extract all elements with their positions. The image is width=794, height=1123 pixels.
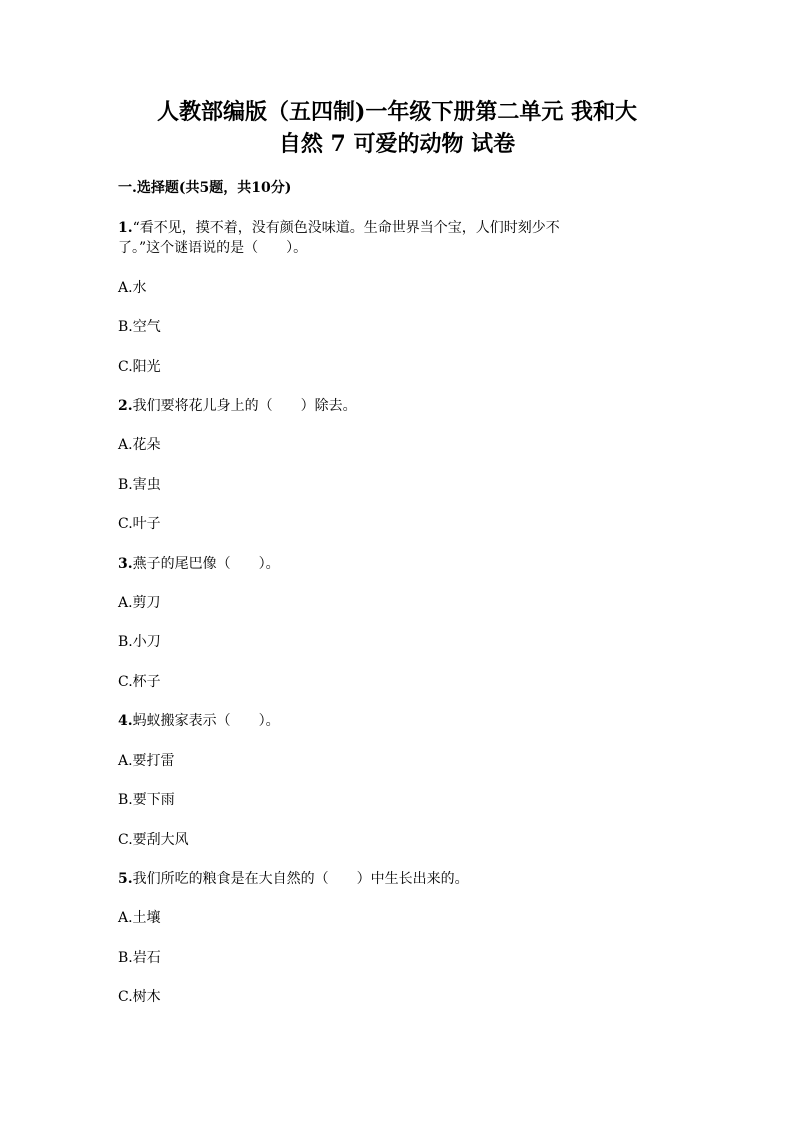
question-1-line-2: 了。”这个谜语说的是（ ）。 — [118, 240, 308, 256]
question-2-option-b: B.害虫 — [118, 477, 161, 493]
question-5-stem: 我们所吃的粮食是在大自然的（ ）中生长出来的。 — [132, 871, 469, 887]
question-4-option-a: A.要打雷 — [118, 753, 175, 769]
question-2-text — [118, 396, 678, 416]
question-1-option-a: A.水 — [118, 280, 147, 296]
question-4-option-c: C.要刮大风 — [118, 832, 189, 848]
section-heading: 一.选择题(共5题，共10分) — [118, 180, 292, 196]
question-4-number: 4. — [118, 713, 133, 729]
question-3-number: 3. — [118, 556, 133, 572]
question-3-option-b: B.小刀 — [118, 634, 161, 650]
question-2-stem: 我们要将花儿身上的（ ）除去。 — [132, 398, 357, 414]
question-5-text — [118, 869, 678, 889]
question-5-option-c: C.树木 — [118, 989, 161, 1005]
document-title-line-2: 自然 7 可爱的动物 试卷 — [278, 131, 516, 157]
question-3-text — [118, 554, 678, 574]
question-1-text — [118, 218, 678, 258]
question-2-option-c: C.叶子 — [118, 516, 161, 532]
question-3-stem: 燕子的尾巴像（ ）。 — [132, 556, 280, 572]
question-4-text — [118, 711, 678, 731]
question-5-option-a: A.土壤 — [118, 910, 161, 926]
document-title-line-1: 人教部编版（五四制)一年级下册第二单元 我和大 — [156, 99, 638, 125]
question-3-option-a: A.剪刀 — [118, 595, 161, 611]
question-3-option-c: C.杯子 — [118, 674, 161, 690]
question-1-number: 1. — [118, 220, 133, 236]
question-4-option-b: B.要下雨 — [118, 792, 175, 808]
question-4-stem: 蚂蚁搬家表示（ ）。 — [132, 713, 280, 729]
question-1-option-b: B.空气 — [118, 319, 161, 335]
question-1-option-c: C.阳光 — [118, 359, 161, 375]
question-5-option-b: B.岩石 — [118, 950, 161, 966]
question-5-number: 5. — [118, 871, 133, 887]
question-1-line-1: “看不见，摸不着，没有颜色没味道。生命世界当个宝，人们时刻少不 — [132, 220, 560, 236]
question-2-option-a: A.花朵 — [118, 437, 161, 453]
question-2-number: 2. — [118, 398, 133, 414]
